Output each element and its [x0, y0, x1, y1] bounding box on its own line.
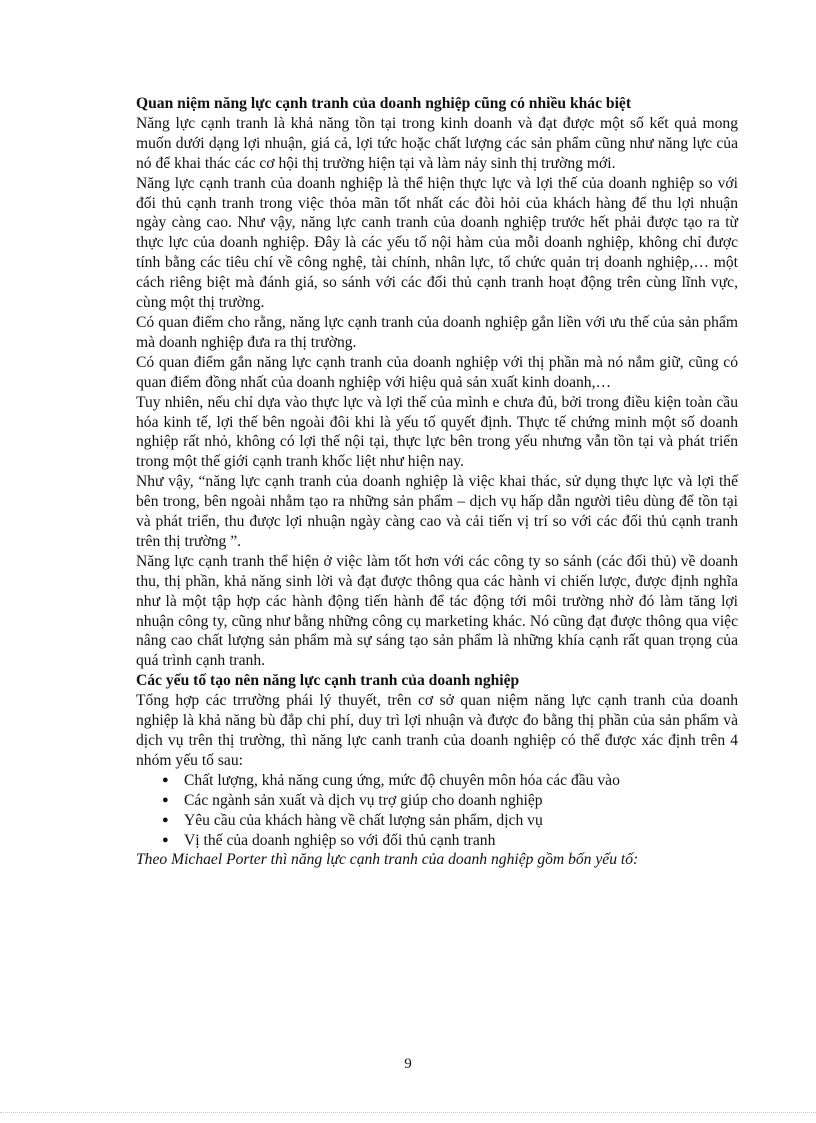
italic-lead-line: Theo Michael Porter thì năng lực cạnh tranh của doanh nghiệp gồm bốn yếu tố:: [136, 851, 639, 869]
page-number: 9: [404, 1056, 412, 1072]
list-item: [136, 791, 738, 811]
list-item-text: Vị thế của doanh nghiệp so với đối thủ cạnh tranh: [184, 831, 496, 849]
list-item-text: Yêu cầu của khách hàng về chất lượng sản phẩm, dịch vụ: [184, 811, 543, 829]
page-bottom-divider: [0, 1112, 816, 1113]
paragraph: Như vậy, “năng lực cạnh tranh của doanh nghiệp là việc khai thác, sử dụng thực lực và lợi thế bên trong, bên ngoài nhằm tạo ra những sản phẩm – dịch vụ hấp dẫn người tiêu dùng để tồn tại và phát triển, thu được lợi nhuận ngày càng cao và cải tiến vị trí so với các đối thủ cạnh tranh trên thị trường ”.: [136, 473, 738, 550]
paragraph: Năng lực cạnh tranh là khả năng tồn tại trong kinh doanh và đạt được một số kết quả mong muốn dưới dạng lợi nhuận, giá cả, lợi tức hoặc chất lượng các sản phẩm cũng như năng lực của nó để khai thác các cơ hội thị trường hiện tại và làm nảy sinh thị trường mới.: [136, 114, 738, 172]
section-heading: Quan niệm năng lực cạnh tranh của doanh nghiệp cũng có nhiều khác biệt: [136, 95, 632, 112]
list-item: [136, 771, 738, 791]
paragraph: Tổng hợp các trrường phái lý thuyết, trên cơ sở quan niệm năng lực cạnh tranh của doanh nghiệp là khả năng bù đắp chi phí, duy trì lợi nhuận và được đo bằng thị phần của sản phẩm và dịch vụ trên thị trường, thì năng lực canh tranh của doanh nghiệp có thể được xác định trên 4 nhóm yếu tố sau:: [136, 692, 738, 769]
paragraph: Có quan điểm cho rằng, năng lực cạnh tranh của doanh nghiệp gắn liền với ưu thế của sản phẩm mà doanh nghiệp đưa ra thị trường.: [136, 313, 738, 351]
list-item: [136, 811, 738, 831]
bullet-icon: ●: [162, 793, 169, 806]
paragraph: Tuy nhiên, nếu chỉ dựa vào thực lực và lợi thế của mình e chưa đủ, bởi trong điều kiện toàn cầu hóa kinh tế, lợi thế bên ngoài đôi khi là yếu tố quyết định. Thực tế chứng minh một số doanh nghiệp rất nhỏ, không có lợi thế nội tại, thực lực bên trong yếu nhưng vẫn tồn tại và phát triển trong một thế giới cạnh tranh khốc liệt như hiện nay.: [136, 393, 738, 471]
paragraph: Năng lực cạnh tranh của doanh nghiệp là thể hiện thực lực và lợi thế của doanh nghiệp so với đối thủ cạnh tranh trong việc thỏa mãn tốt nhất các đòi hỏi của khách hàng để thu lợi nhuận ngày càng cao. Như vậy, năng lực canh tranh của doanh nghiệp trước hết phải được tạo ra từ thực lực của doanh nghiệp. Đây là các yếu tố nội hàm của mỗi doanh nghiệp, không chỉ được tính bằng các tiêu chí về công nghệ, tài chính, nhân lực, tổ chức quản trị doanh nghiệp,… một cách riêng biệt mà đánh giá, so sánh với các đối thủ cạnh tranh hoạt động trên cùng lĩnh vực, cùng một thị trường.: [136, 174, 738, 312]
paragraph: Có quan điểm gắn năng lực cạnh tranh của doanh nghiệp với thị phần mà nó nắm giữ, cũng có quan điểm đồng nhất của doanh nghiệp với hiệu quả sản xuất kinh doanh,…: [136, 353, 738, 391]
bullet-icon: ●: [162, 833, 169, 846]
list-item: [136, 831, 738, 851]
bullet-icon: ●: [162, 773, 169, 786]
section-heading: Các yếu tố tạo nên năng lực cạnh tranh của doanh nghiệp: [136, 672, 520, 690]
document-page: [136, 94, 738, 870]
bullet-icon: ●: [162, 813, 169, 826]
list-item-text: Các ngành sản xuất và dịch vụ trợ giúp cho doanh nghiệp: [184, 791, 543, 809]
bullet-list: [136, 771, 738, 851]
list-item-text: Chất lượng, khả năng cung ứng, mức độ chuyên môn hóa các đầu vào: [184, 771, 620, 789]
paragraph: Năng lực cạnh tranh thể hiện ở việc làm tốt hơn với các công ty so sánh (các đối thủ) về doanh thu, thị phần, khả năng sinh lời và đạt được thông qua các hành vi chiến lược, được định nghĩa như là một tập hợp các hành động tiến hành để tác động tới môi trường nhờ đó làm tăng lợi nhuận công ty, cũng như bằng những công cụ marketing khác. Nó cũng đạt được thông qua việc nâng cao chất lượng sản phẩm mà sự sáng tạo sản phẩm là những khía cạnh rất quan trọng của quá trình cạnh tranh.: [136, 552, 738, 670]
